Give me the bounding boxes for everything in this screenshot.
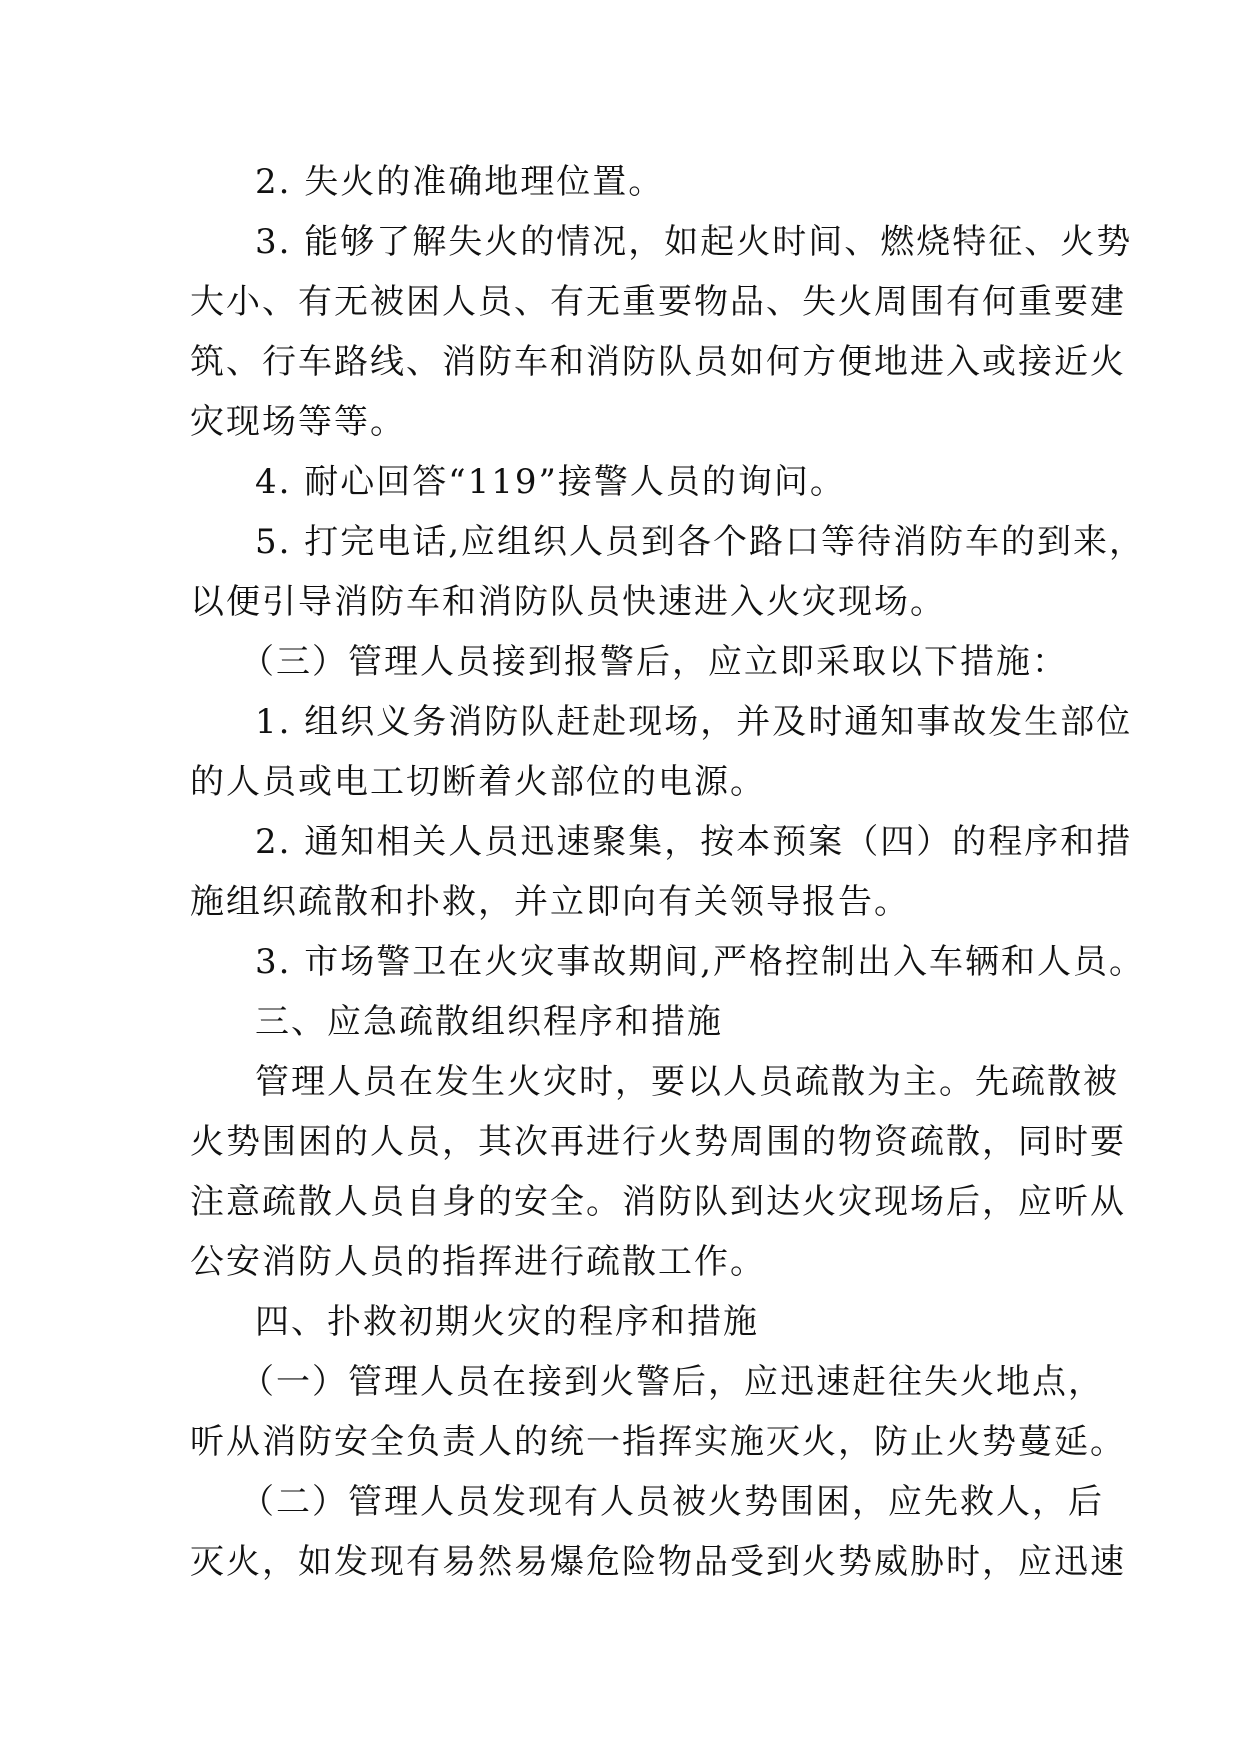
- paragraph-line: 灾现场等等。: [190, 402, 406, 442]
- paragraph-line: 注意疏散人员自身的安全。消防队到达火灾现场后，应听从: [190, 1182, 1126, 1222]
- paragraph-line: 以便引导消防车和消防队员快速进入火灾现场。: [190, 582, 946, 622]
- paragraph-line: 火势围困的人员，其次再进行火势周围的物资疏散，同时要: [190, 1122, 1126, 1162]
- section-heading: （三）管理人员接到报警后，应立即采取以下措施：: [240, 642, 1068, 682]
- paragraph-line: 2. 通知相关人员迅速聚集，按本预案（四）的程序和措: [255, 822, 1133, 862]
- paragraph-line: 公安消防人员的指挥进行疏散工作。: [190, 1242, 766, 1282]
- section-heading: 三、应急疏散组织程序和措施: [255, 1002, 723, 1042]
- paragraph-line: 5. 打完电话,应组织人员到各个路口等待消防车的到来，: [255, 522, 1146, 562]
- section-heading: 四、扑救初期火灾的程序和措施: [255, 1302, 759, 1342]
- paragraph-line: 2. 失火的准确地理位置。: [255, 162, 665, 202]
- paragraph-line: 灭火，如发现有易然易爆危险物品受到火势威胁时，应迅速: [190, 1542, 1126, 1582]
- document-body: [190, 152, 1146, 1592]
- paragraph-line: 大小、有无被困人员、有无重要物品、失火周围有何重要建: [190, 282, 1126, 322]
- paragraph-line: 筑、行车路线、消防车和消防队员如何方便地进入或接近火: [190, 342, 1126, 382]
- paragraph-line: （一）管理人员在接到火警后，应迅速赶往失火地点，: [240, 1362, 1104, 1402]
- paragraph-line: 1. 组织义务消防队赶赴现场，并及时通知事故发生部位: [255, 702, 1133, 742]
- paragraph-line: 3. 能够了解失火的情况，如起火时间、燃烧特征、火势: [255, 222, 1133, 262]
- paragraph-line: 听从消防安全负责人的统一指挥实施灭火，防止火势蔓延。: [190, 1422, 1126, 1462]
- paragraph-line: 管理人员在发生火灾时，要以人员疏散为主。先疏散被: [255, 1062, 1119, 1102]
- paragraph-line: （二）管理人员发现有人员被火势围困，应先救人，后: [240, 1482, 1104, 1522]
- paragraph-line: 施组织疏散和扑救，并立即向有关领导报告。: [190, 882, 910, 922]
- paragraph-line: 4. 耐心回答“119”接警人员的询问。: [255, 462, 846, 502]
- paragraph-line: 的人员或电工切断着火部位的电源。: [190, 762, 766, 802]
- paragraph-line: 3. 市场警卫在火灾事故期间,严格控制出入车辆和人员。: [255, 942, 1146, 982]
